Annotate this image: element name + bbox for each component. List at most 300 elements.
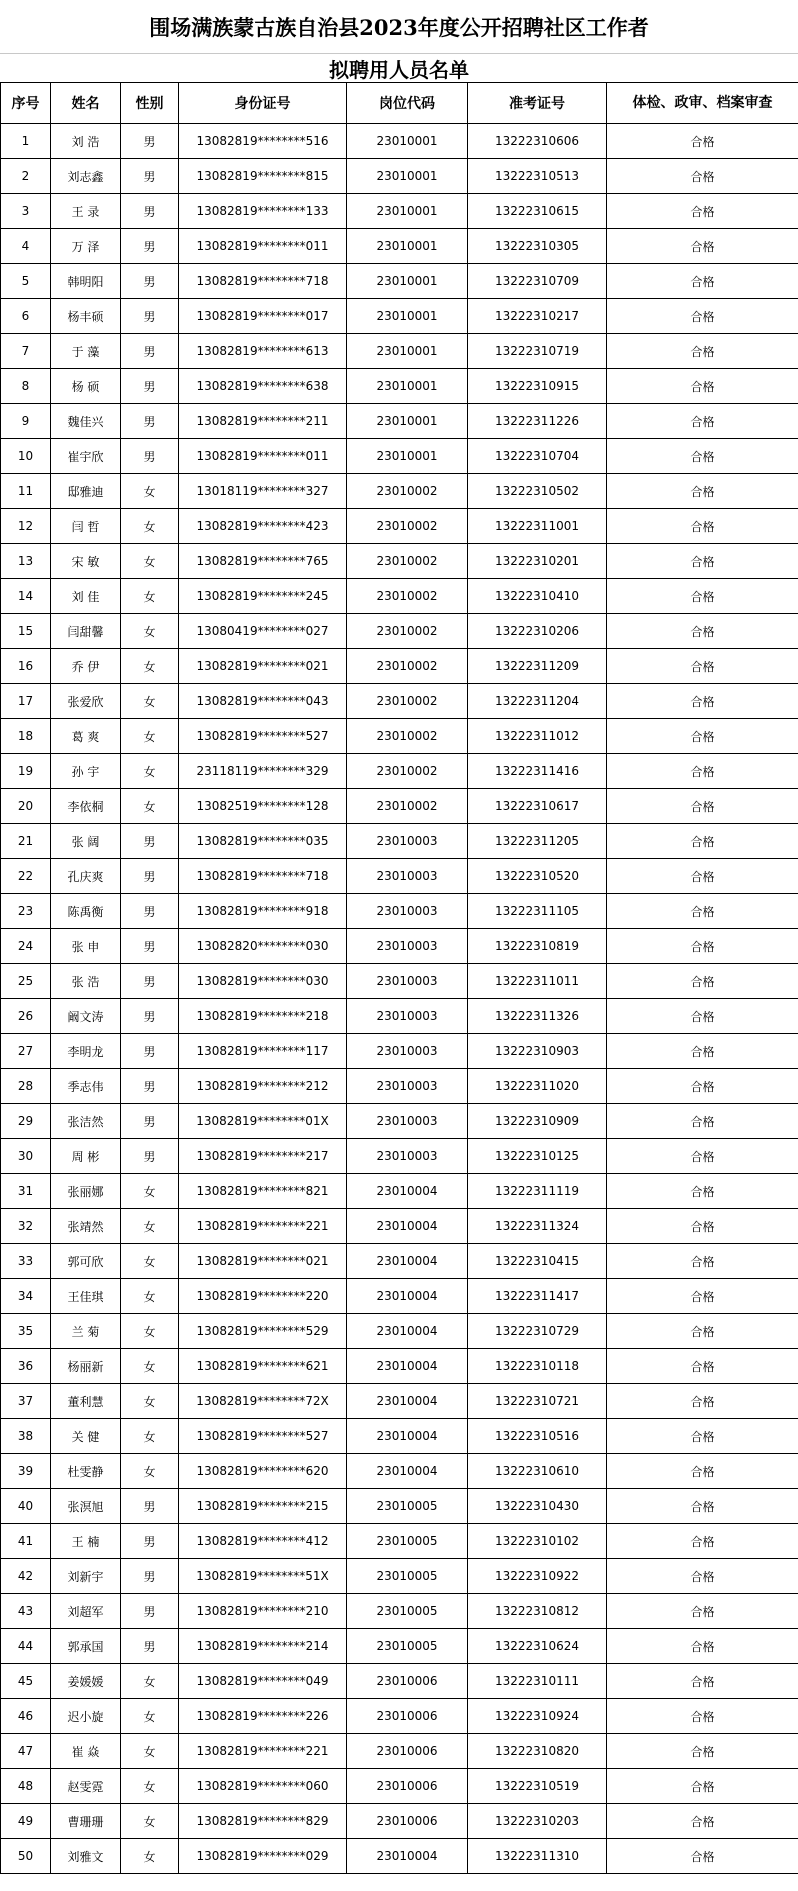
cell-review-result: 合格 — [607, 1839, 798, 1874]
cell-exam-number: 13222310305 — [468, 229, 607, 264]
cell-position-code: 23010003 — [347, 859, 468, 894]
cell-name: 杜雯静 — [51, 1454, 121, 1489]
cell-position-code: 23010004 — [347, 1244, 468, 1279]
cell-id-number: 13082819********221 — [179, 1734, 347, 1769]
cell-id-number: 13082819********117 — [179, 1034, 347, 1069]
cell-index: 2 — [1, 159, 51, 194]
cell-exam-number: 13222310922 — [468, 1559, 607, 1594]
cell-index: 19 — [1, 754, 51, 789]
cell-gender: 男 — [121, 1034, 179, 1069]
cell-position-code: 23010003 — [347, 1034, 468, 1069]
cell-name: 李明龙 — [51, 1034, 121, 1069]
cell-gender: 男 — [121, 1524, 179, 1559]
cell-id-number: 13082819********918 — [179, 894, 347, 929]
cell-review-result: 合格 — [607, 824, 798, 859]
cell-review-result: 合格 — [607, 1384, 798, 1419]
cell-id-number: 13082819********215 — [179, 1489, 347, 1524]
cell-position-code: 23010001 — [347, 229, 468, 264]
cell-index: 41 — [1, 1524, 51, 1559]
cell-index: 33 — [1, 1244, 51, 1279]
cell-id-number: 13082819********021 — [179, 1244, 347, 1279]
cell-name: 董利慧 — [51, 1384, 121, 1419]
cell-position-code: 23010005 — [347, 1594, 468, 1629]
cell-index: 16 — [1, 649, 51, 684]
cell-exam-number: 13222311105 — [468, 894, 607, 929]
cell-gender: 女 — [121, 1174, 179, 1209]
table-row — [1, 474, 798, 509]
cell-id-number: 13082819********218 — [179, 999, 347, 1034]
cell-index: 5 — [1, 264, 51, 299]
cell-position-code: 23010004 — [347, 1454, 468, 1489]
cell-review-result: 合格 — [607, 229, 798, 264]
cell-index: 30 — [1, 1139, 51, 1174]
cell-id-number: 13082819********821 — [179, 1174, 347, 1209]
cell-name: 季志伟 — [51, 1069, 121, 1104]
cell-id-number: 13082819********815 — [179, 159, 347, 194]
header-review-result: 体检、政审、档案审查 — [607, 83, 798, 124]
table-row — [1, 1839, 798, 1874]
cell-exam-number: 13222310519 — [468, 1769, 607, 1804]
cell-review-result: 合格 — [607, 1524, 798, 1559]
cell-name: 孙 宇 — [51, 754, 121, 789]
cell-exam-number: 13222310102 — [468, 1524, 607, 1559]
table-row — [1, 929, 798, 964]
cell-review-result: 合格 — [607, 1594, 798, 1629]
table-row — [1, 264, 798, 299]
cell-gender: 男 — [121, 299, 179, 334]
cell-review-result: 合格 — [607, 719, 798, 754]
cell-exam-number: 13222310709 — [468, 264, 607, 299]
cell-position-code: 23010005 — [347, 1489, 468, 1524]
cell-exam-number: 13222310415 — [468, 1244, 607, 1279]
cell-gender: 男 — [121, 1104, 179, 1139]
cell-id-number: 13082819********718 — [179, 859, 347, 894]
cell-position-code: 23010002 — [347, 684, 468, 719]
cell-index: 48 — [1, 1769, 51, 1804]
cell-index: 22 — [1, 859, 51, 894]
cell-position-code: 23010006 — [347, 1699, 468, 1734]
table-row — [1, 334, 798, 369]
cell-position-code: 23010006 — [347, 1664, 468, 1699]
cell-name: 宋 敏 — [51, 544, 121, 579]
cell-review-result: 合格 — [607, 999, 798, 1034]
cell-name: 魏佳兴 — [51, 404, 121, 439]
cell-index: 15 — [1, 614, 51, 649]
cell-review-result: 合格 — [607, 404, 798, 439]
cell-exam-number: 13222310915 — [468, 369, 607, 404]
cell-id-number: 13018119********327 — [179, 474, 347, 509]
table-row — [1, 579, 798, 614]
cell-gender: 女 — [121, 649, 179, 684]
cell-review-result: 合格 — [607, 1804, 798, 1839]
cell-exam-number: 13222310909 — [468, 1104, 607, 1139]
cell-index: 14 — [1, 579, 51, 614]
cell-index: 38 — [1, 1419, 51, 1454]
cell-exam-number: 13222310704 — [468, 439, 607, 474]
cell-exam-number: 13222310206 — [468, 614, 607, 649]
cell-id-number: 13082819********133 — [179, 194, 347, 229]
cell-name: 张 浩 — [51, 964, 121, 999]
header-row — [1, 83, 798, 124]
cell-exam-number: 13222310924 — [468, 1699, 607, 1734]
cell-name: 郭可欣 — [51, 1244, 121, 1279]
cell-review-result: 合格 — [607, 859, 798, 894]
cell-id-number: 13082819********029 — [179, 1839, 347, 1874]
cell-exam-number: 13222310118 — [468, 1349, 607, 1384]
cell-position-code: 23010003 — [347, 894, 468, 929]
cell-index: 20 — [1, 789, 51, 824]
cell-gender: 女 — [121, 474, 179, 509]
table-row — [1, 1034, 798, 1069]
table-row — [1, 1524, 798, 1559]
cell-gender: 男 — [121, 404, 179, 439]
cell-gender: 女 — [121, 1734, 179, 1769]
cell-position-code: 23010001 — [347, 299, 468, 334]
cell-review-result: 合格 — [607, 1419, 798, 1454]
cell-position-code: 23010003 — [347, 1139, 468, 1174]
table-row — [1, 124, 798, 159]
table-row — [1, 1209, 798, 1244]
cell-name: 刘 浩 — [51, 124, 121, 159]
cell-exam-number: 13222310820 — [468, 1734, 607, 1769]
cell-review-result: 合格 — [607, 614, 798, 649]
cell-exam-number: 13222310721 — [468, 1384, 607, 1419]
cell-name: 杨 硕 — [51, 369, 121, 404]
cell-name: 阚文涛 — [51, 999, 121, 1034]
cell-id-number: 13082819********527 — [179, 1419, 347, 1454]
cell-index: 24 — [1, 929, 51, 964]
cell-exam-number: 13222311310 — [468, 1839, 607, 1874]
table-row — [1, 894, 798, 929]
table-row — [1, 999, 798, 1034]
cell-position-code: 23010001 — [347, 404, 468, 439]
cell-exam-number: 13222311205 — [468, 824, 607, 859]
cell-index: 13 — [1, 544, 51, 579]
cell-exam-number: 13222310624 — [468, 1629, 607, 1664]
cell-id-number: 13082819********011 — [179, 229, 347, 264]
cell-exam-number: 13222310516 — [468, 1419, 607, 1454]
cell-gender: 男 — [121, 229, 179, 264]
cell-name: 王 楠 — [51, 1524, 121, 1559]
cell-review-result: 合格 — [607, 1034, 798, 1069]
cell-name: 姜媛媛 — [51, 1664, 121, 1699]
cell-position-code: 23010003 — [347, 1104, 468, 1139]
cell-review-result: 合格 — [607, 1139, 798, 1174]
cell-exam-number: 13222310502 — [468, 474, 607, 509]
cell-name: 于 藻 — [51, 334, 121, 369]
table-row — [1, 1279, 798, 1314]
cell-name: 曹珊珊 — [51, 1804, 121, 1839]
cell-name: 周 彬 — [51, 1139, 121, 1174]
cell-name: 张爱欣 — [51, 684, 121, 719]
cell-index: 44 — [1, 1629, 51, 1664]
header-id-number: 身份证号 — [179, 83, 347, 124]
cell-position-code: 23010001 — [347, 264, 468, 299]
document-subtitle: 拟聘用人员名单 — [329, 57, 469, 82]
cell-index: 25 — [1, 964, 51, 999]
cell-id-number: 13082819********011 — [179, 439, 347, 474]
cell-name: 张 阔 — [51, 824, 121, 859]
cell-gender: 男 — [121, 999, 179, 1034]
cell-position-code: 23010003 — [347, 1069, 468, 1104]
cell-gender: 女 — [121, 1209, 179, 1244]
cell-position-code: 23010005 — [347, 1629, 468, 1664]
cell-gender: 男 — [121, 859, 179, 894]
cell-index: 32 — [1, 1209, 51, 1244]
table-row — [1, 1699, 798, 1734]
cell-gender: 女 — [121, 1839, 179, 1874]
cell-position-code: 23010004 — [347, 1209, 468, 1244]
cell-gender: 女 — [121, 1804, 179, 1839]
cell-name: 刘志鑫 — [51, 159, 121, 194]
cell-id-number: 13082819********043 — [179, 684, 347, 719]
cell-index: 42 — [1, 1559, 51, 1594]
cell-index: 6 — [1, 299, 51, 334]
table-body — [1, 124, 798, 1874]
header-position-code: 岗位代码 — [347, 83, 468, 124]
cell-id-number: 13082819********214 — [179, 1629, 347, 1664]
cell-review-result: 合格 — [607, 929, 798, 964]
cell-name: 葛 爽 — [51, 719, 121, 754]
cell-exam-number: 13222310125 — [468, 1139, 607, 1174]
cell-exam-number: 13222310617 — [468, 789, 607, 824]
cell-index: 7 — [1, 334, 51, 369]
cell-id-number: 13082819********765 — [179, 544, 347, 579]
table-row — [1, 1769, 798, 1804]
cell-position-code: 23010004 — [347, 1314, 468, 1349]
cell-review-result: 合格 — [607, 439, 798, 474]
cell-position-code: 23010002 — [347, 509, 468, 544]
cell-position-code: 23010002 — [347, 719, 468, 754]
cell-index: 28 — [1, 1069, 51, 1104]
table-row — [1, 1489, 798, 1524]
candidate-table — [0, 82, 798, 1874]
cell-gender: 女 — [121, 614, 179, 649]
table-row — [1, 1419, 798, 1454]
cell-gender: 女 — [121, 1314, 179, 1349]
cell-index: 46 — [1, 1699, 51, 1734]
cell-exam-number: 13222310111 — [468, 1664, 607, 1699]
cell-index: 29 — [1, 1104, 51, 1139]
table-row — [1, 229, 798, 264]
cell-gender: 女 — [121, 1664, 179, 1699]
cell-position-code: 23010001 — [347, 124, 468, 159]
header-gender: 性别 — [121, 83, 179, 124]
cell-id-number: 13082819********718 — [179, 264, 347, 299]
cell-id-number: 13082819********017 — [179, 299, 347, 334]
cell-position-code: 23010001 — [347, 194, 468, 229]
cell-review-result: 合格 — [607, 1629, 798, 1664]
cell-id-number: 13082819********529 — [179, 1314, 347, 1349]
cell-exam-number: 13222311204 — [468, 684, 607, 719]
cell-position-code: 23010001 — [347, 369, 468, 404]
cell-name: 刘 佳 — [51, 579, 121, 614]
cell-review-result: 合格 — [607, 964, 798, 999]
cell-position-code: 23010004 — [347, 1419, 468, 1454]
cell-id-number: 13082819********221 — [179, 1209, 347, 1244]
table-row — [1, 1454, 798, 1489]
cell-position-code: 23010004 — [347, 1839, 468, 1874]
table-row — [1, 1804, 798, 1839]
cell-exam-number: 13222310812 — [468, 1594, 607, 1629]
cell-position-code: 23010002 — [347, 544, 468, 579]
cell-review-result: 合格 — [607, 1769, 798, 1804]
cell-name: 崔 焱 — [51, 1734, 121, 1769]
cell-id-number: 13082819********049 — [179, 1664, 347, 1699]
cell-exam-number: 13222310903 — [468, 1034, 607, 1069]
cell-index: 43 — [1, 1594, 51, 1629]
cell-id-number: 13082819********035 — [179, 824, 347, 859]
cell-gender: 女 — [121, 789, 179, 824]
cell-id-number: 13082819********226 — [179, 1699, 347, 1734]
cell-id-number: 13082819********217 — [179, 1139, 347, 1174]
cell-position-code: 23010001 — [347, 334, 468, 369]
cell-index: 8 — [1, 369, 51, 404]
cell-position-code: 23010002 — [347, 614, 468, 649]
cell-name: 杨丰硕 — [51, 299, 121, 334]
cell-exam-number: 13222311417 — [468, 1279, 607, 1314]
cell-review-result: 合格 — [607, 1454, 798, 1489]
table-row — [1, 404, 798, 439]
cell-name: 张 申 — [51, 929, 121, 964]
cell-index: 11 — [1, 474, 51, 509]
cell-id-number: 13082819********51X — [179, 1559, 347, 1594]
cell-position-code: 23010003 — [347, 929, 468, 964]
cell-exam-number: 13222310520 — [468, 859, 607, 894]
cell-review-result: 合格 — [607, 894, 798, 929]
cell-exam-number: 13222311416 — [468, 754, 607, 789]
cell-id-number: 13082819********211 — [179, 404, 347, 439]
document-title: 围场满族蒙古族自治县2023年度公开招聘社区工作者 — [0, 0, 798, 54]
table-row — [1, 1314, 798, 1349]
cell-id-number: 13082819********72X — [179, 1384, 347, 1419]
cell-name: 郭承国 — [51, 1629, 121, 1664]
cell-gender: 男 — [121, 1489, 179, 1524]
cell-exam-number: 13222310615 — [468, 194, 607, 229]
cell-index: 35 — [1, 1314, 51, 1349]
cell-name: 迟小旋 — [51, 1699, 121, 1734]
cell-gender: 女 — [121, 1419, 179, 1454]
cell-id-number: 13082819********620 — [179, 1454, 347, 1489]
cell-position-code: 23010006 — [347, 1804, 468, 1839]
cell-name: 邸雅迪 — [51, 474, 121, 509]
cell-review-result: 合格 — [607, 754, 798, 789]
cell-index: 49 — [1, 1804, 51, 1839]
cell-gender: 男 — [121, 369, 179, 404]
cell-name: 刘超军 — [51, 1594, 121, 1629]
cell-index: 47 — [1, 1734, 51, 1769]
cell-position-code: 23010002 — [347, 754, 468, 789]
cell-index: 21 — [1, 824, 51, 859]
cell-name: 韩明阳 — [51, 264, 121, 299]
cell-gender: 男 — [121, 159, 179, 194]
cell-name: 王佳琪 — [51, 1279, 121, 1314]
cell-index: 27 — [1, 1034, 51, 1069]
cell-review-result: 合格 — [607, 1664, 798, 1699]
cell-exam-number: 13222310606 — [468, 124, 607, 159]
cell-id-number: 13082819********527 — [179, 719, 347, 754]
cell-name: 闫 哲 — [51, 509, 121, 544]
cell-gender: 男 — [121, 824, 179, 859]
cell-index: 45 — [1, 1664, 51, 1699]
cell-index: 3 — [1, 194, 51, 229]
cell-position-code: 23010006 — [347, 1769, 468, 1804]
cell-gender: 男 — [121, 1069, 179, 1104]
table-row — [1, 1559, 798, 1594]
cell-id-number: 13082819********210 — [179, 1594, 347, 1629]
cell-gender: 男 — [121, 894, 179, 929]
cell-name: 孔庆爽 — [51, 859, 121, 894]
table-row — [1, 614, 798, 649]
cell-position-code: 23010003 — [347, 964, 468, 999]
cell-index: 37 — [1, 1384, 51, 1419]
cell-position-code: 23010001 — [347, 439, 468, 474]
cell-id-number: 13082819********245 — [179, 579, 347, 614]
cell-index: 31 — [1, 1174, 51, 1209]
cell-exam-number: 13222311020 — [468, 1069, 607, 1104]
cell-review-result: 合格 — [607, 1069, 798, 1104]
table-row — [1, 369, 798, 404]
cell-review-result: 合格 — [607, 159, 798, 194]
cell-gender: 女 — [121, 1384, 179, 1419]
cell-review-result: 合格 — [607, 649, 798, 684]
cell-index: 36 — [1, 1349, 51, 1384]
cell-position-code: 23010006 — [347, 1734, 468, 1769]
cell-gender: 女 — [121, 1699, 179, 1734]
cell-gender: 女 — [121, 719, 179, 754]
cell-exam-number: 13222311326 — [468, 999, 607, 1034]
cell-name: 王 录 — [51, 194, 121, 229]
cell-review-result: 合格 — [607, 579, 798, 614]
cell-exam-number: 13222311012 — [468, 719, 607, 754]
table-row — [1, 859, 798, 894]
cell-name: 闫甜馨 — [51, 614, 121, 649]
cell-exam-number: 13222311209 — [468, 649, 607, 684]
header-exam-number: 准考证号 — [468, 83, 607, 124]
cell-name: 万 泽 — [51, 229, 121, 264]
cell-index: 34 — [1, 1279, 51, 1314]
table-row — [1, 439, 798, 474]
cell-gender: 女 — [121, 544, 179, 579]
table-row — [1, 824, 798, 859]
cell-gender: 女 — [121, 579, 179, 614]
table-row — [1, 1664, 798, 1699]
cell-id-number: 13082820********030 — [179, 929, 347, 964]
cell-id-number: 13082819********412 — [179, 1524, 347, 1559]
cell-review-result: 合格 — [607, 1209, 798, 1244]
cell-exam-number: 13222311324 — [468, 1209, 607, 1244]
cell-gender: 女 — [121, 509, 179, 544]
table-row — [1, 1174, 798, 1209]
cell-id-number: 13082819********021 — [179, 649, 347, 684]
cell-gender: 男 — [121, 964, 179, 999]
cell-index: 10 — [1, 439, 51, 474]
cell-gender: 男 — [121, 439, 179, 474]
table-row — [1, 159, 798, 194]
cell-gender: 男 — [121, 194, 179, 229]
cell-exam-number: 13222310719 — [468, 334, 607, 369]
cell-gender: 男 — [121, 264, 179, 299]
cell-name: 张洁然 — [51, 1104, 121, 1139]
cell-name: 刘雅文 — [51, 1839, 121, 1874]
cell-gender: 男 — [121, 1629, 179, 1664]
cell-name: 陈禹衡 — [51, 894, 121, 929]
cell-index: 9 — [1, 404, 51, 439]
cell-id-number: 13082819********638 — [179, 369, 347, 404]
cell-exam-number: 13222310203 — [468, 1804, 607, 1839]
cell-id-number: 23118119********329 — [179, 754, 347, 789]
cell-review-result: 合格 — [607, 1349, 798, 1384]
